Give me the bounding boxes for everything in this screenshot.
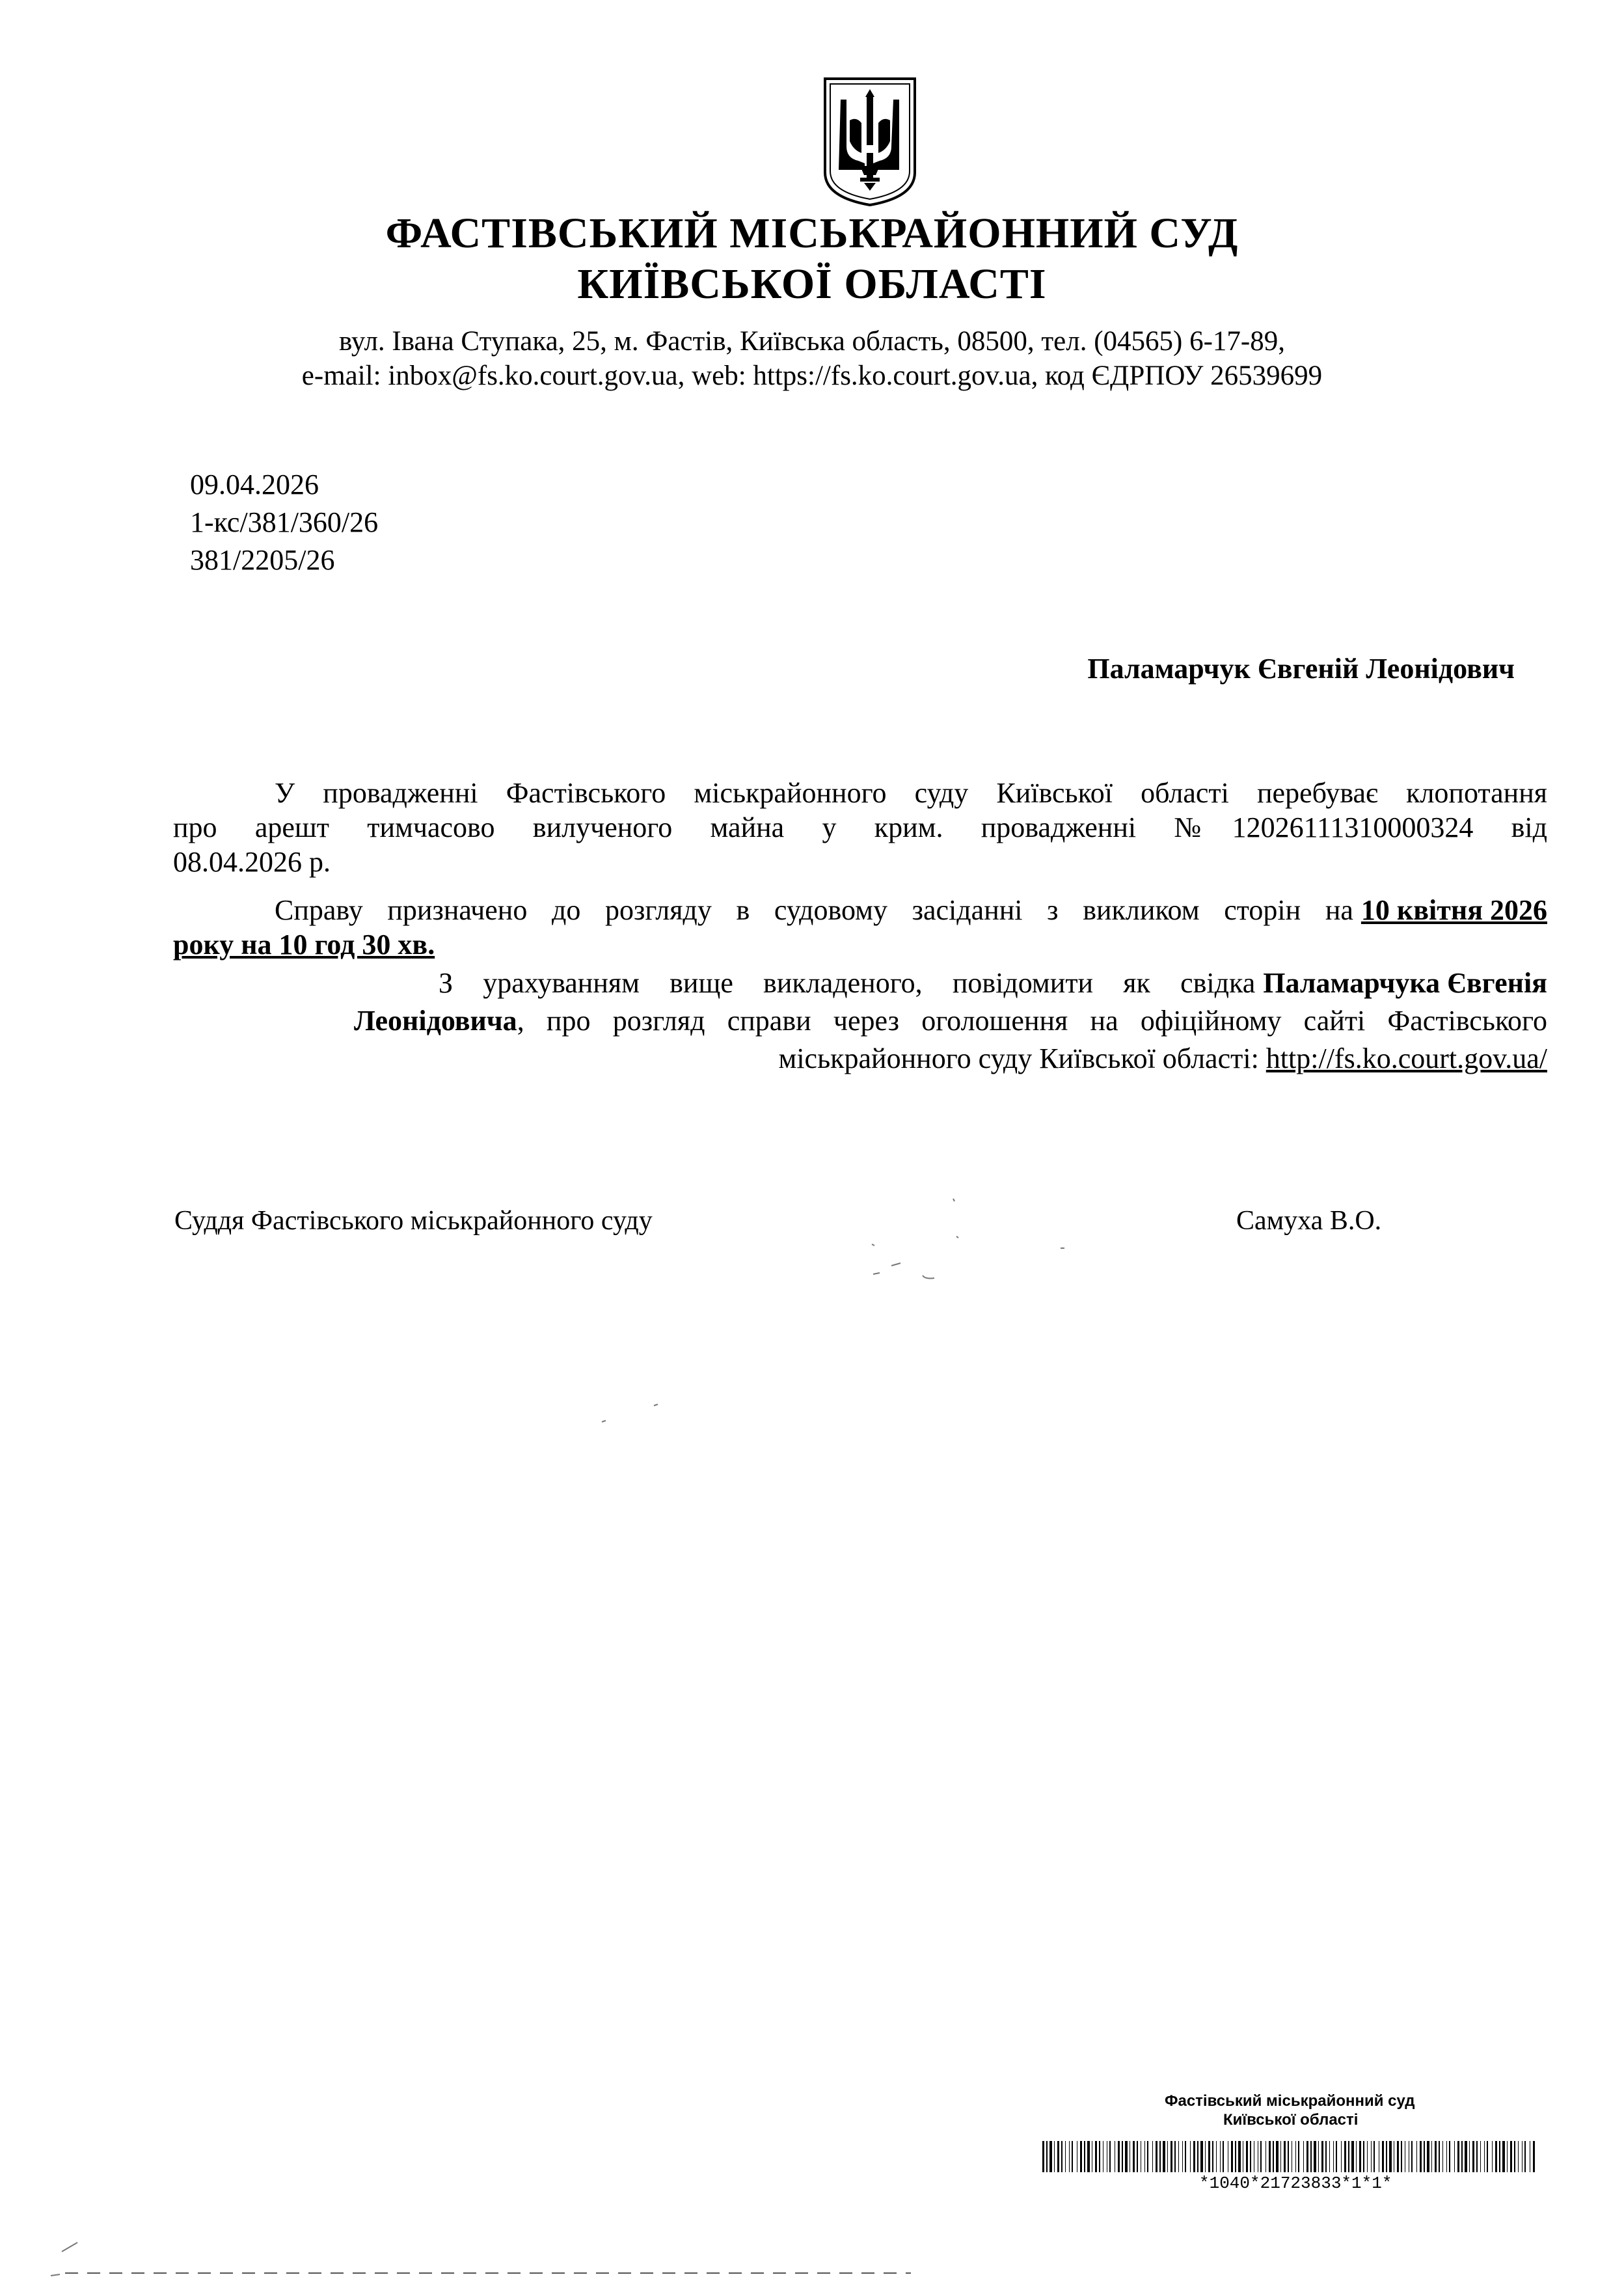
barcode-bar [1371,2141,1372,2172]
barcode-bar [1356,2141,1357,2172]
barcode-bar [1118,2141,1120,2172]
barcode-bar [1137,2141,1138,2172]
barcode-bar [1235,2141,1236,2172]
barcode-bar [1449,2141,1450,2172]
barcode-bar [1310,2141,1312,2172]
barcode-bar [1046,2141,1048,2172]
barcode-bar [1273,2141,1274,2172]
barcode-bar [1265,2141,1266,2172]
barcode-number: *1040*21723833*1*1* [1199,2174,1392,2193]
barcode-bar [1193,2141,1195,2172]
barcode-bar [1502,2141,1505,2172]
barcode-bar [1144,2141,1145,2172]
barcode-bar [1469,2141,1470,2172]
court-address: вул. Івана Ступака, 25, м. Фастів, Київська область, 08500, тел. (04565) 6-17-89, [339,326,1285,357]
barcode-bar [1147,2141,1148,2172]
barcode-bar [1389,2141,1392,2172]
barcode-bar [1260,2141,1262,2172]
barcode-bar [1411,2141,1413,2172]
barcode-bar [1359,2141,1361,2172]
barcode-bar [1295,2141,1296,2172]
barcode-bar [1298,2141,1299,2172]
barcode-bar [1269,2141,1271,2172]
witness-name-part2: Леонідовича [354,1005,517,1037]
barcode-bar [1457,2141,1459,2172]
barcode-bar [1208,2141,1210,2172]
barcode-bar [1303,2141,1304,2172]
barcode-bar [1420,2141,1422,2172]
stamp-line-2: Київської області [1223,2111,1359,2129]
barcode-bar [1461,2141,1463,2172]
barcode-bar [1374,2141,1375,2172]
barcode-bar [1159,2141,1161,2172]
barcode-bar [1087,2141,1090,2172]
barcode-bar [1065,2141,1066,2172]
barcode-bar [1182,2141,1183,2172]
barcode-bar [1514,2141,1515,2172]
barcode-bar [1472,2141,1474,2172]
paragraph-3-text: З урахуванням вище викладеного, повідомити як свідка [439,967,1256,999]
barcode-bar [1171,2141,1172,2172]
barcode-bar [1109,2141,1111,2172]
court-contacts: e-mail: inbox@fs.ko.court.gov.ua, web: https://fs.ko.court.gov.ua, код ЄДРПОУ 26539699 [301,361,1323,391]
barcode-bar [1510,2141,1512,2172]
case-number-1: 1-кс/381/360/26 [190,506,379,538]
barcode-bar [1318,2141,1319,2172]
barcode-bar [1431,2141,1432,2172]
barcode-bar [1427,2141,1429,2172]
barcode-bar [1382,2141,1384,2172]
barcode-bar [1480,2141,1481,2172]
case-number-2: 381/2205/26 [190,544,335,576]
barcode-bar [1424,2141,1425,2172]
barcode-bar [1072,2141,1073,2172]
barcode-bar [1363,2141,1364,2172]
barcode-bar [1435,2141,1437,2172]
barcode-bar [1190,2141,1191,2172]
barcode-bar [1276,2141,1279,2172]
barcode-bar [1133,2141,1135,2172]
barcode-bar [1492,2141,1493,2172]
barcode-bar [1439,2141,1440,2172]
barcode-bar [1220,2141,1221,2172]
barcode-bar [1507,2141,1508,2172]
barcode-bar [1476,2141,1478,2172]
tryzub-emblem-icon [821,75,919,208]
judge-position: Суддя Фастівського міськрайонного суду [174,1206,653,1236]
barcode-bar [1200,2141,1203,2172]
witness-name-part1: Паламарчука Євгенія [1263,967,1547,999]
barcode-bar [1205,2141,1206,2172]
barcode-bar [1095,2141,1097,2172]
barcode-bar [1084,2141,1085,2172]
barcode-bar [1401,2141,1402,2172]
barcode-bar [1325,2141,1327,2172]
barcode-bar [1216,2141,1217,2172]
barcode-bar [1152,2141,1153,2172]
barcode-bar [1344,2141,1346,2172]
barcode-bar [1446,2141,1447,2172]
barcode-bar [1484,2141,1485,2172]
addressee-name: Паламарчук Євгеній Леонідович [1087,653,1515,685]
barcode-bar [1197,2141,1198,2172]
barcode-bar [1061,2141,1062,2172]
hearing-time: року на 10 год 30 хв. [173,929,435,961]
barcode-bar [1054,2141,1055,2172]
barcode-bar [1284,2141,1286,2172]
barcode-bar [1080,2141,1082,2172]
barcode-bar [1049,2141,1052,2172]
barcode-bar [1306,2141,1308,2172]
paragraph-1-line-1: У провадженні Фастівського міськрайонного суду Київської області перебуває клопотання [275,777,1547,809]
barcode-bar [1465,2141,1467,2172]
barcode-bar [1099,2141,1100,2172]
barcode-bar [1416,2141,1417,2172]
barcode-bar [1057,2141,1059,2172]
barcode-bar [1442,2141,1443,2172]
barcode-bar [1174,2141,1176,2172]
barcode-bar [1348,2141,1349,2172]
paragraph-3-line-3-text: міськрайонного суду Київської області: [778,1043,1266,1074]
barcode-bar [1223,2141,1224,2172]
judge-name: Самуха В.О. [1236,1206,1382,1236]
barcode-bar [1533,2141,1535,2172]
barcode-bar [1238,2141,1241,2172]
barcode-bar [1336,2141,1337,2172]
paragraph-3-line-2-text: , про розгляд справи через оголошення на офіційному сайті Фастівського [517,1005,1547,1037]
barcode-bar [1167,2141,1168,2172]
barcode-bar [1314,2141,1316,2172]
barcode-bar [1288,2141,1289,2172]
barcode-bar [1454,2141,1455,2172]
hearing-date: 10 квітня 2026 [1360,894,1547,926]
barcode-bar [1518,2141,1519,2172]
barcode-bar [1178,2141,1179,2172]
paragraph-1-line-2: про арешт тимчасово вилученого майна у крим. провадженні №12026111310000324 від [173,811,1547,843]
barcode-bar [1280,2141,1281,2172]
barcode-bar [1397,2141,1399,2172]
stamp-line-1: Фастівський міськрайонний суд [1165,2092,1415,2110]
barcode-bar [1386,2141,1387,2172]
barcode-bar [1524,2141,1526,2172]
barcode-bar [1250,2141,1251,2172]
barcode-bar [1122,2141,1123,2172]
barcode-bar [1231,2141,1233,2172]
barcode-bar [1246,2141,1248,2172]
barcode-bar [1495,2141,1497,2172]
paragraph-1-line-3: 08.04.2026 р. [173,846,331,878]
barcode-icon [1042,2141,1537,2172]
barcode-bar [1499,2141,1500,2172]
court-name-line2: КИЇВСЬКОЇ ОБЛАСТІ [577,260,1047,308]
document-date: 09.04.2026 [190,469,319,500]
barcode-bar [1185,2141,1186,2172]
barcode-bar [1333,2141,1334,2172]
barcode-bar [1351,2141,1354,2172]
barcode-bar [1329,2141,1330,2172]
barcode-bar [1367,2141,1368,2172]
barcode-bar [1487,2141,1488,2172]
barcode-bar [1125,2141,1128,2172]
barcode-bar [1163,2141,1165,2172]
barcode-bar [1341,2141,1342,2172]
paragraph-2-text: Справу призначено до розгляду в судовому засіданні з викликом сторін на [275,894,1353,926]
barcode-bar [1042,2141,1044,2172]
barcode-bar [1212,2141,1213,2172]
court-website-link[interactable]: http://fs.ko.court.gov.ua/ [1265,1043,1547,1074]
court-name-line1: ФАСТІВСЬКИЙ МІСЬКРАЙОННИЙ СУД [385,210,1239,257]
barcode-bar [1069,2141,1070,2172]
barcode-bar [1156,2141,1157,2172]
barcode-bar [1321,2141,1323,2172]
